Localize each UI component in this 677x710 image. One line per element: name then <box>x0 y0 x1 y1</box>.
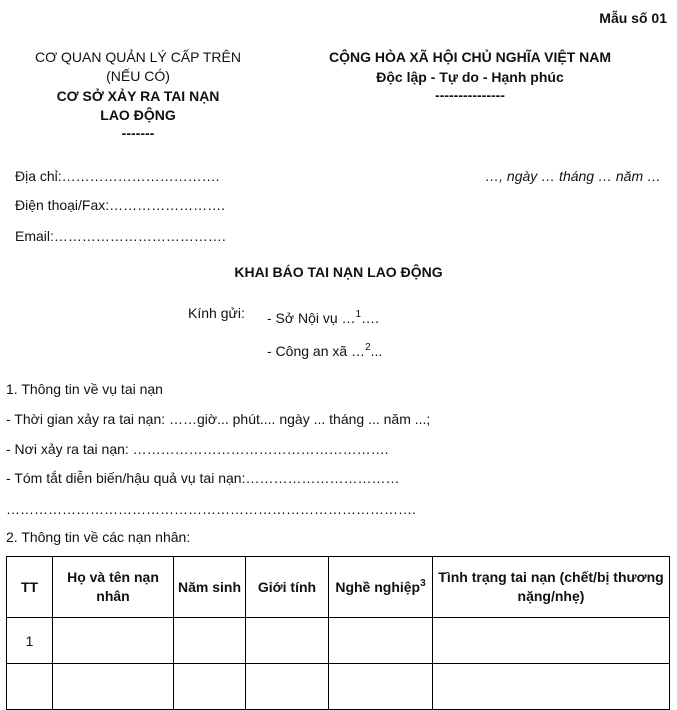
left-header-line-1: CƠ QUAN QUẢN LÝ CẤP TRÊN <box>35 49 241 65</box>
right-header-line-1: CỘNG HÒA XÃ HỘI CHỦ NGHĨA VIỆT NAM <box>328 49 612 65</box>
row-status-cell <box>433 618 670 664</box>
right-header-line-2: Độc lập - Tự do - Hạnh phúc <box>376 69 564 85</box>
accident-place-line: - Nơi xảy ra tai nạn: ………………………………………………. <box>6 441 389 457</box>
header-gender: Giới tính <box>246 557 329 618</box>
left-header-line-4: LAO ĐỘNG <box>100 107 176 123</box>
recipient-1-tail: …. <box>361 310 379 326</box>
row-birth-cell <box>174 664 246 710</box>
row-birth-cell <box>174 618 246 664</box>
right-header-dash: --------------- <box>435 87 505 103</box>
header-tt: TT <box>7 557 53 618</box>
row-occupation-cell <box>329 664 433 710</box>
header-occupation-label: Nghề nghiệp <box>335 578 421 595</box>
row-gender-cell <box>246 618 329 664</box>
accident-summary-line: - Tóm tắt diễn biến/hậu quả vụ tai nạn:…………………………… <box>6 470 400 486</box>
row-tt: 1 <box>7 618 53 664</box>
header-accident-status: Tình trạng tai nạn (chết/bị thương nặng/nhẹ) <box>433 557 670 618</box>
row-name-cell <box>53 664 174 710</box>
section-2-heading: 2. Thông tin về các nạn nhân: <box>6 529 191 545</box>
phone-field: Điện thoại/Fax:……………………. <box>15 197 226 213</box>
footnote-1-marker: 1 <box>355 309 362 320</box>
recipient-2-tail: ... <box>370 343 383 359</box>
footnote-2-marker: 2 <box>365 342 371 353</box>
email-field: Email:………………………………. <box>15 228 226 244</box>
address-field: Địa chỉ:……………………………. <box>15 168 220 184</box>
recipient-2 <box>267 343 382 359</box>
date-line: …, ngày … tháng … năm … <box>485 168 661 184</box>
row-status-cell <box>433 664 670 710</box>
row-gender-cell <box>246 664 329 710</box>
recipient-label: Kính gửi: <box>188 305 245 321</box>
left-header-line-2: (NẾU CÓ) <box>106 68 170 84</box>
recipient-2-text: - Công an xã … <box>267 343 366 359</box>
document-title: KHAI BÁO TAI NẠN LAO ĐỘNG <box>234 264 443 280</box>
header-occupation <box>329 557 433 618</box>
header-birth-year: Năm sinh <box>174 557 246 618</box>
accident-summary-dots: ……………………………………………………………………………. <box>6 501 416 517</box>
footnote-3-marker: 3 <box>420 577 426 589</box>
header-name: Họ và tên nạn nhân <box>53 557 174 618</box>
table-header-row <box>7 557 670 618</box>
row-name-cell <box>53 618 174 664</box>
victims-table <box>6 556 670 710</box>
left-header-line-3: CƠ SỞ XẢY RA TAI NẠN <box>56 88 220 104</box>
row-occupation-cell <box>329 618 433 664</box>
recipient-1-text: - Sở Nội vụ … <box>267 310 356 326</box>
left-header-dash: ------- <box>121 125 155 141</box>
row-tt <box>7 664 53 710</box>
table-row <box>7 664 670 710</box>
table-row <box>7 618 670 664</box>
recipient-1 <box>267 310 379 326</box>
form-number: Mẫu số 01 <box>599 10 667 26</box>
accident-time-line: - Thời gian xảy ra tai nạn: ……giờ... phút.... ngày ... tháng ... năm ...; <box>6 411 431 427</box>
section-1-heading: 1. Thông tin về vụ tai nạn <box>6 381 163 397</box>
